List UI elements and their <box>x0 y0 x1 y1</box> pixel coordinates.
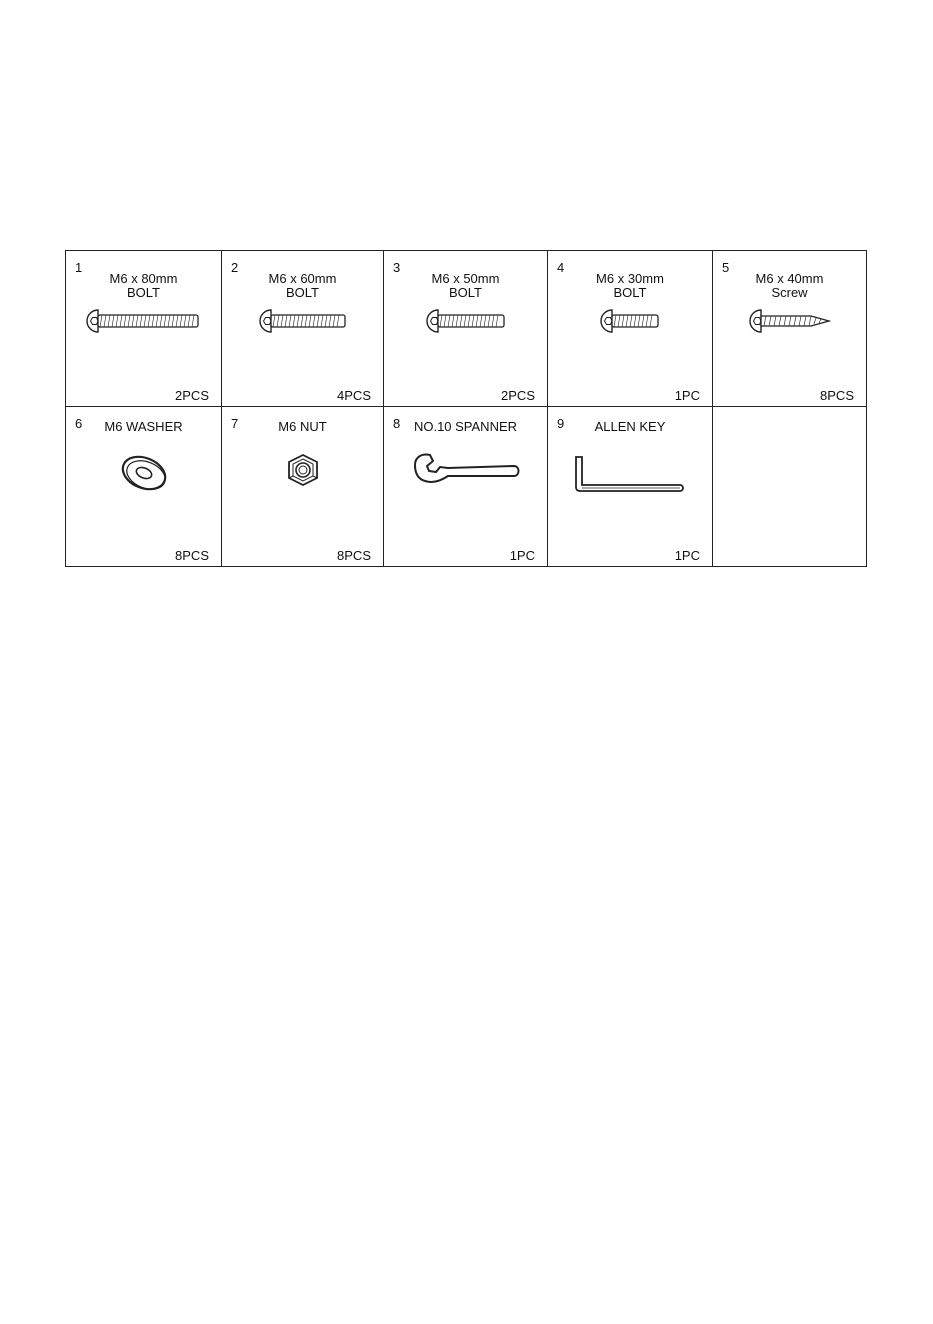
empty-cell <box>712 407 866 566</box>
part-title <box>713 272 866 300</box>
part-type: BOLT <box>286 285 319 300</box>
part-quantity: 2PCS <box>175 388 209 403</box>
part-quantity: 4PCS <box>337 388 371 403</box>
part-title <box>66 272 221 300</box>
parts-row-bolts <box>66 251 866 407</box>
part-size: M6 x 50mm <box>431 271 500 286</box>
bolt-50mm-icon <box>384 309 547 349</box>
nut-icon <box>222 445 383 515</box>
bolt-80mm-icon <box>66 309 221 349</box>
part-name: M6 NUT <box>278 419 327 434</box>
part-type: BOLT <box>127 285 160 300</box>
part-quantity: 8PCS <box>337 548 371 563</box>
part-quantity: 1PC <box>674 388 700 403</box>
part-number: 6 <box>75 416 83 431</box>
part-title <box>384 272 547 300</box>
part-size: M6 x 40mm <box>755 271 824 286</box>
part-number: 7 <box>231 416 239 431</box>
part-type: BOLT <box>449 285 482 300</box>
part-cell-1 <box>66 251 221 406</box>
part-cell-4 <box>547 251 712 406</box>
part-name: NO.10 SPANNER <box>413 419 518 434</box>
screw-icon <box>713 309 866 349</box>
part-size: M6 x 30mm <box>596 271 664 286</box>
part-number: 5 <box>722 260 730 275</box>
bolt-30mm-icon <box>548 309 712 349</box>
hardware-parts-table <box>65 250 867 567</box>
part-cell-2 <box>221 251 383 406</box>
bolt-60mm-icon <box>222 309 383 349</box>
part-number: 4 <box>557 260 565 275</box>
part-name: ALLEN KEY <box>594 419 666 434</box>
allen-key-icon <box>548 445 712 515</box>
part-quantity: 2PCS <box>501 388 535 403</box>
part-number: 2 <box>231 260 239 275</box>
parts-row-fittings-tools <box>66 407 866 566</box>
part-title <box>548 272 712 300</box>
part-number: 1 <box>75 260 83 275</box>
part-type: Screw <box>771 285 808 300</box>
part-cell-6 <box>66 407 221 566</box>
part-type: BOLT <box>613 285 647 300</box>
part-cell-3 <box>383 251 547 406</box>
washer-icon <box>66 445 221 515</box>
part-quantity: 1PC <box>509 548 535 563</box>
part-quantity: 8PCS <box>175 548 209 563</box>
part-name: M6 WASHER <box>104 419 183 434</box>
part-quantity: 1PC <box>674 548 700 563</box>
part-number: 9 <box>557 416 565 431</box>
part-size: M6 x 60mm <box>268 271 337 286</box>
part-number: 3 <box>393 260 401 275</box>
part-number: 8 <box>393 416 401 431</box>
part-quantity: 8PCS <box>820 388 854 403</box>
part-cell-9 <box>547 407 712 566</box>
part-cell-8 <box>383 407 547 566</box>
part-cell-5 <box>712 251 866 406</box>
spanner-icon <box>384 445 547 515</box>
part-size: M6 x 80mm <box>109 271 178 286</box>
part-title <box>222 272 383 300</box>
part-cell-7 <box>221 407 383 566</box>
